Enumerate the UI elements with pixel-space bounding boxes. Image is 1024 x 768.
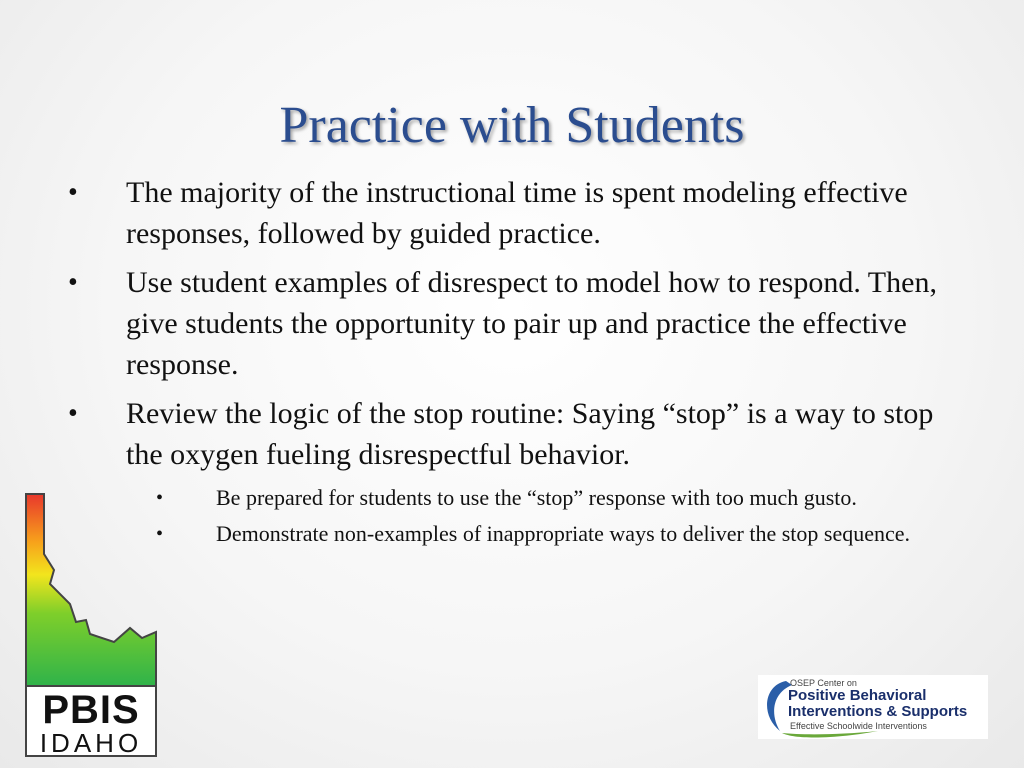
bullet-marker: • xyxy=(68,267,78,298)
idaho-logo-text: IDAHO xyxy=(39,728,143,758)
sub-bullet-marker: • xyxy=(156,487,164,509)
sub-bullet-text: Be prepared for students to use the “stop” response with too much gusto. xyxy=(216,485,857,510)
osep-line1-text: Positive Behavioral xyxy=(788,687,927,704)
osep-line2-text: Interventions & Supports xyxy=(788,703,968,720)
bullet-text: The majority of the instructional time is spent modeling effective responses, followed by guided practice. xyxy=(126,176,908,250)
sub-bullet-item xyxy=(156,483,968,513)
bullet-marker: • xyxy=(68,398,78,429)
slide-title: Practice with Students xyxy=(279,97,745,154)
bullet-item xyxy=(68,172,968,254)
bullet-item xyxy=(68,262,968,385)
sub-bullet-item xyxy=(156,519,968,549)
bullet-text: Use student examples of disrespect to model how to respond. Then, give students the opportunity to pair up and practice the effective response. xyxy=(126,266,937,381)
pbis-logo-text: PBIS xyxy=(42,688,140,732)
bullet-list xyxy=(68,172,968,555)
bullet-item xyxy=(68,393,968,475)
osep-pbis-logo xyxy=(758,675,988,739)
osep-top-text: OSEP Center on xyxy=(790,678,857,688)
osep-bottom-text: Effective Schoolwide Interventions xyxy=(790,721,927,731)
bullet-marker: • xyxy=(68,177,78,208)
bullet-text: Review the logic of the stop routine: Saying “stop” is a way to stop the oxygen fueling disrespectful behavior. xyxy=(126,397,934,471)
sub-bullet-marker: • xyxy=(156,523,164,545)
sub-bullet-text: Demonstrate non-examples of inappropriate ways to deliver the stop sequence. xyxy=(216,521,910,546)
